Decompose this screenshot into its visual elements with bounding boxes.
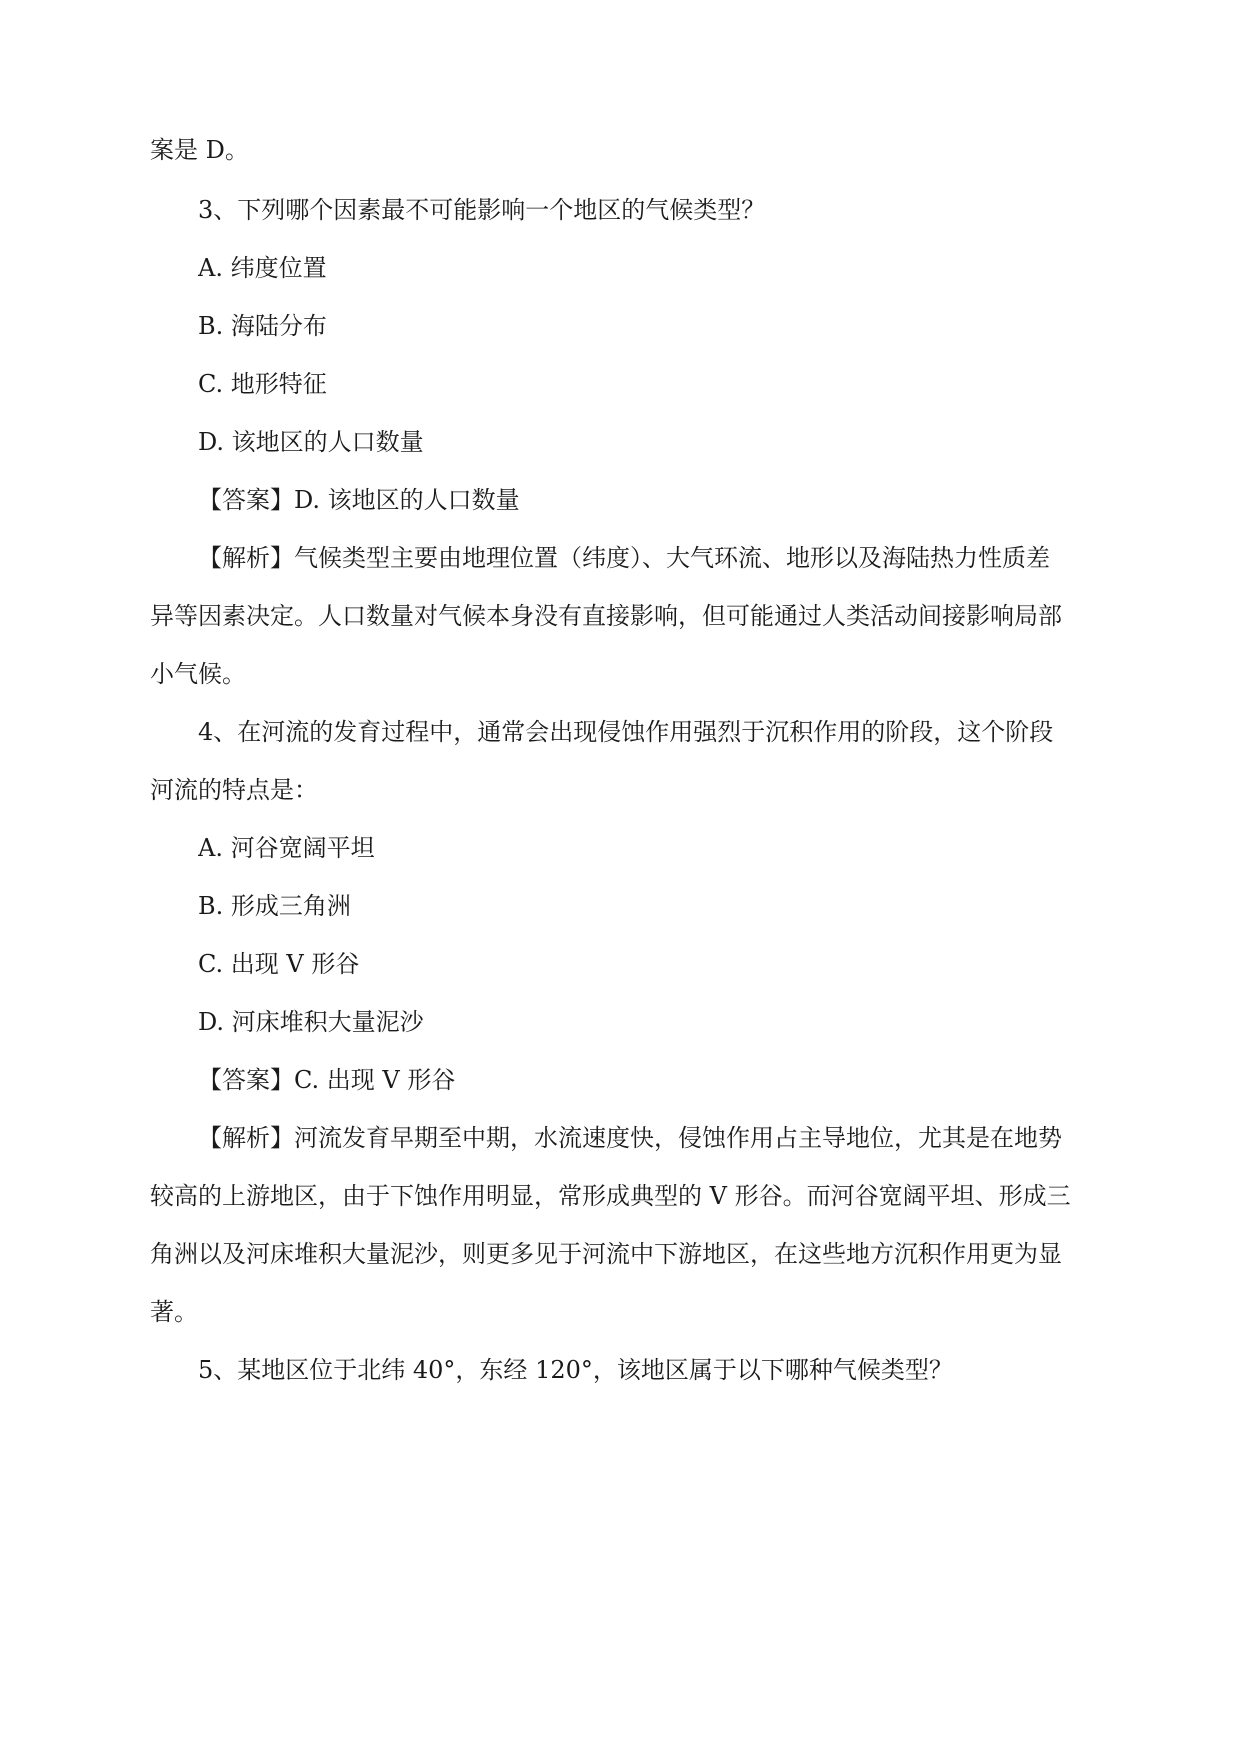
question-4-analysis-line: 较高的上游地区，由于下蚀作用明显，常形成典型的 V 形谷。而河谷宽阔平坦、形成三 [150, 1182, 1071, 1210]
question-3-option-c: C. 地形特征 [198, 370, 327, 398]
question-3-analysis-line: 异等因素决定。人口数量对气候本身没有直接影响，但可能通过人类活动间接影响局部 [150, 602, 1062, 630]
question-4-analysis-line: 著。 [150, 1298, 198, 1326]
question-4-option-c: C. 出现 V 形谷 [198, 950, 360, 978]
question-3-option-b: B. 海陆分布 [198, 312, 327, 340]
question-4-stem-line: 河流的特点是： [150, 776, 318, 804]
question-4-analysis-line: 【解析】河流发育早期至中期，水流速度快，侵蚀作用占主导地位，尤其是在地势 [198, 1124, 1062, 1152]
question-4-answer: 【答案】C. 出现 V 形谷 [198, 1066, 456, 1094]
question-3-answer: 【答案】D. 该地区的人口数量 [198, 486, 520, 514]
question-5-stem: 5、某地区位于北纬 40°，东经 120°，该地区属于以下哪种气候类型？ [198, 1356, 953, 1384]
question-4-stem-line: 4、在河流的发育过程中，通常会出现侵蚀作用强烈于沉积作用的阶段，这个阶段 [198, 718, 1054, 746]
question-4-option-d: D. 河床堆积大量泥沙 [198, 1008, 424, 1036]
question-4-analysis-line: 角洲以及河床堆积大量泥沙，则更多见于河流中下游地区，在这些地方沉积作用更为显 [150, 1240, 1062, 1268]
question-3-analysis-line: 【解析】气候类型主要由地理位置（纬度）、大气环流、地形以及海陆热力性质差 [198, 544, 1050, 572]
question-3-analysis-line: 小气候。 [150, 660, 246, 688]
question-4-option-b: B. 形成三角洲 [198, 892, 351, 920]
question-3-stem: 3、下列哪个因素最不可能影响一个地区的气候类型？ [198, 196, 766, 224]
question-3-option-a: A. 纬度位置 [198, 254, 327, 282]
question-3-option-d: D. 该地区的人口数量 [198, 428, 424, 456]
continuation-text: 案是 D。 [150, 136, 249, 164]
question-4-option-a: A. 河谷宽阔平坦 [198, 834, 375, 862]
